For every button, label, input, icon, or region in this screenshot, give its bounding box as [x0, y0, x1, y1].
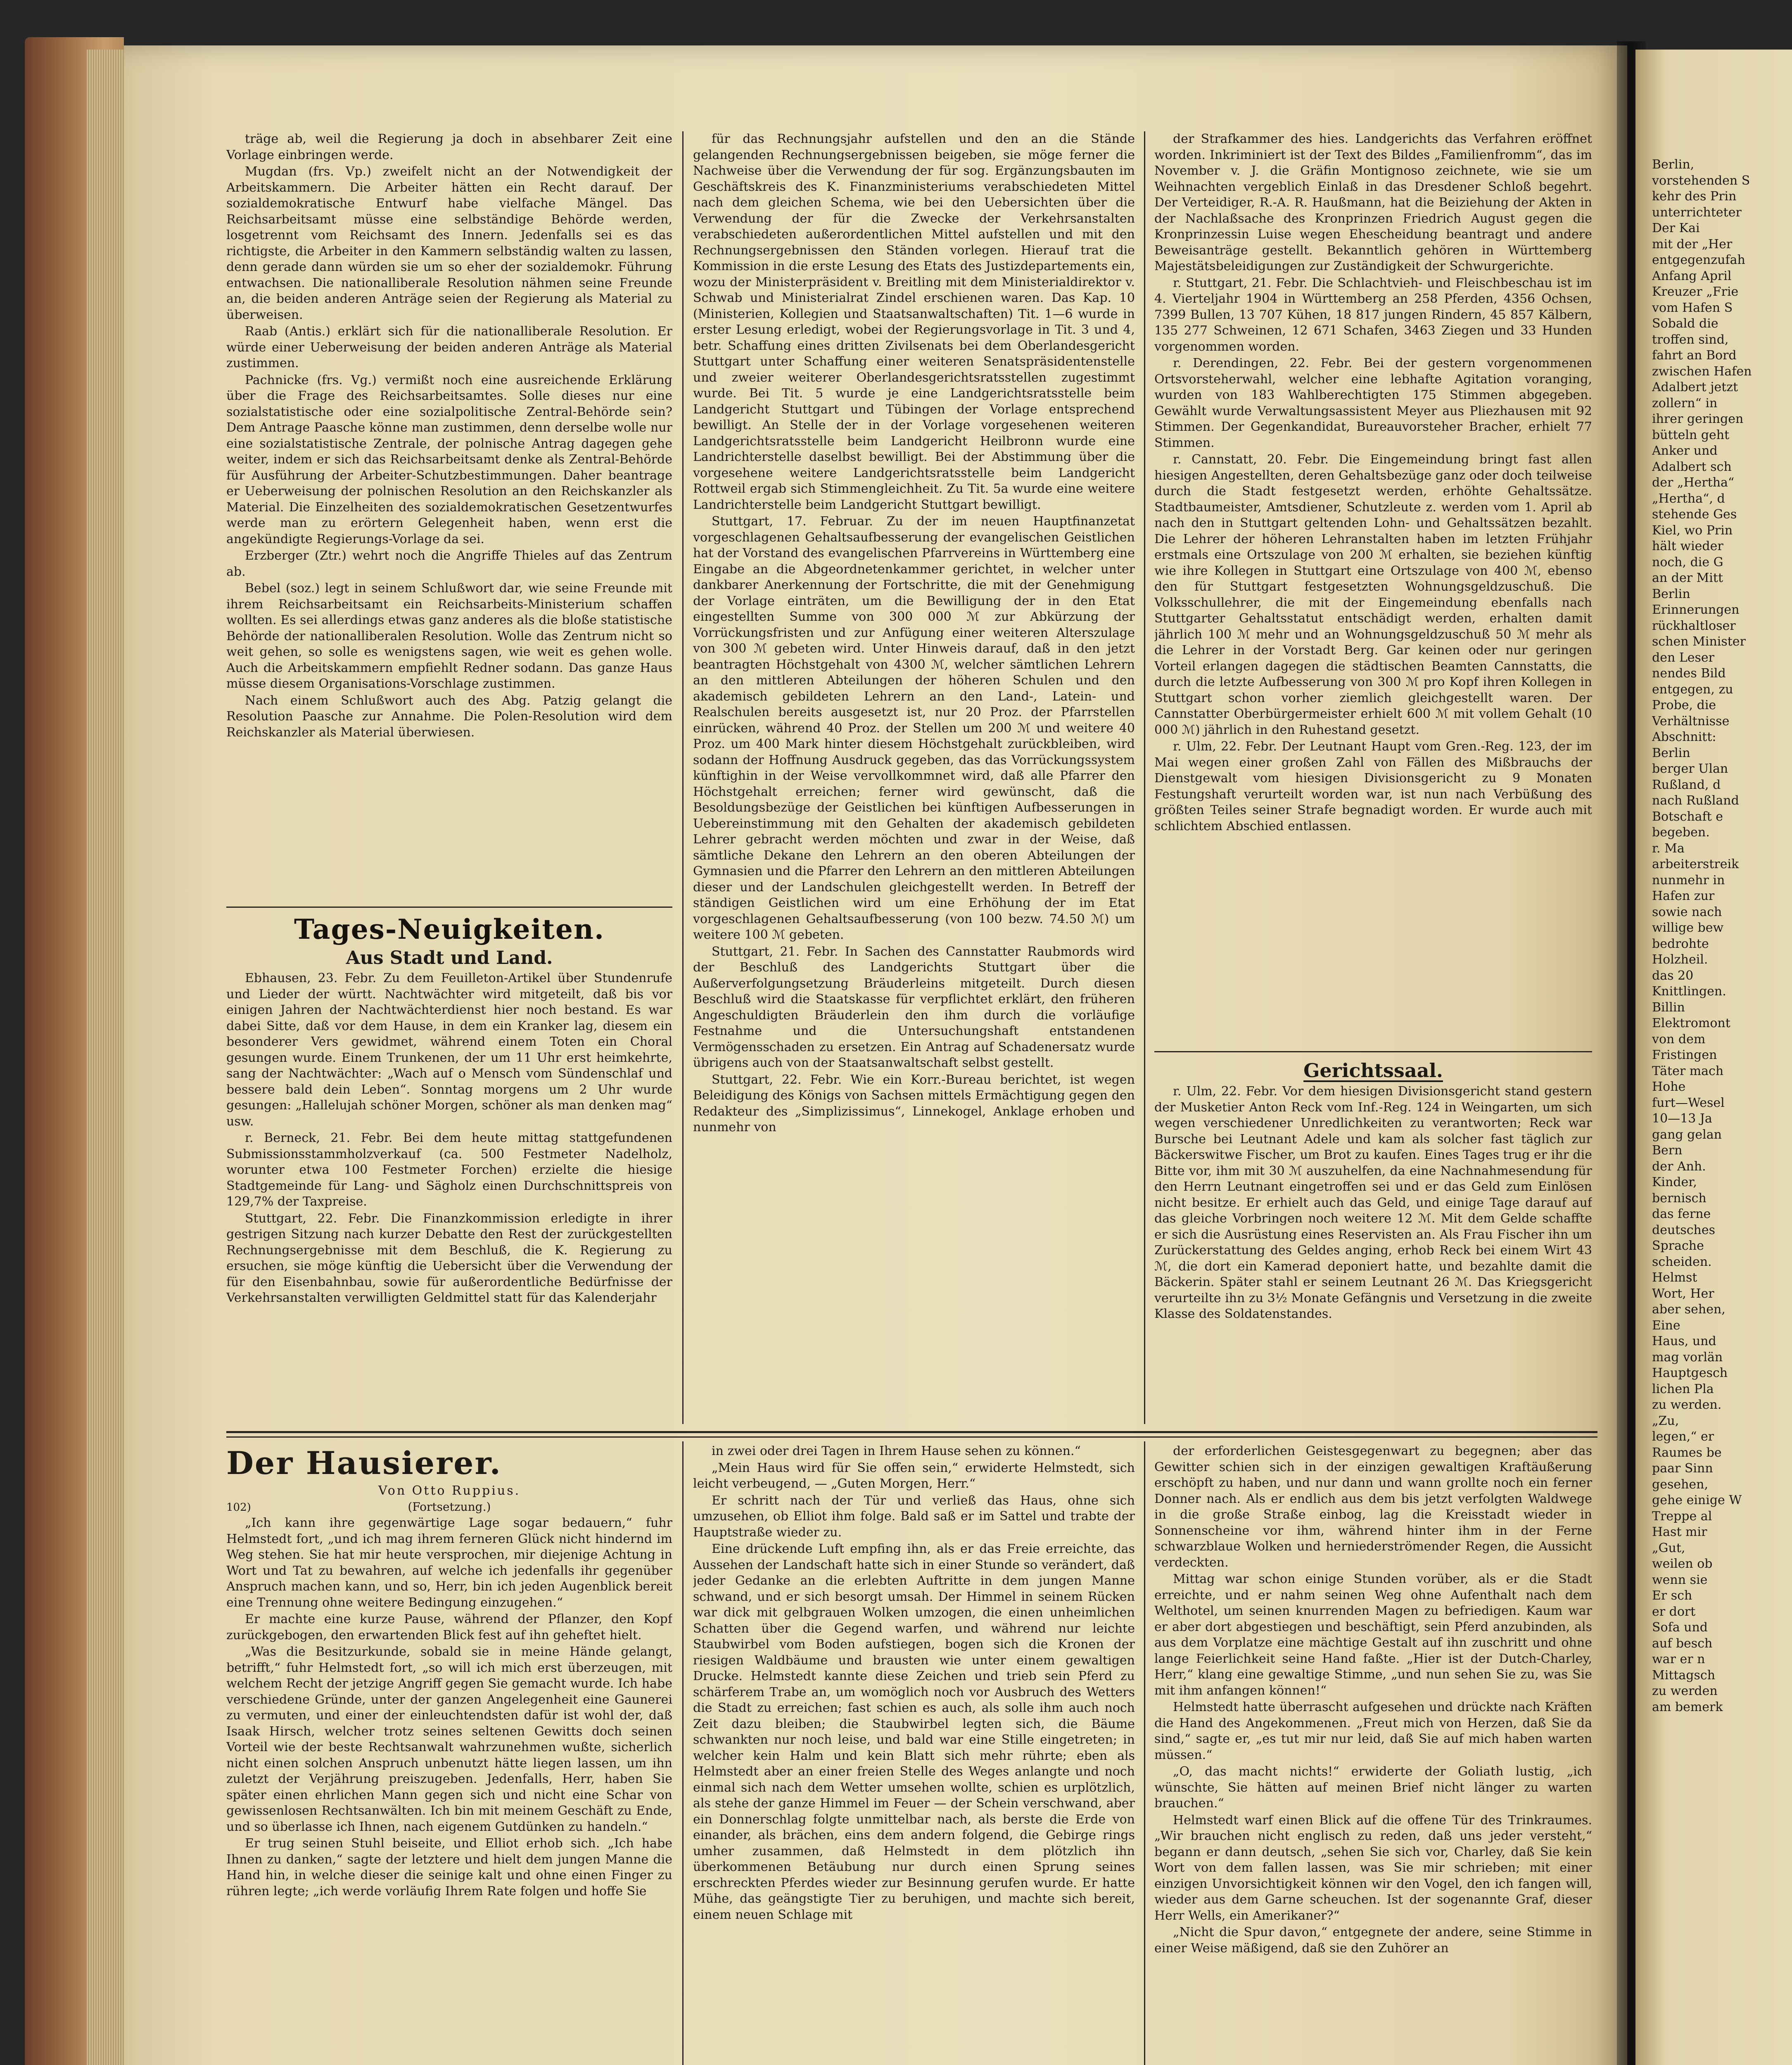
next-page-line: „Hertha“, d: [1652, 491, 1725, 506]
next-page-line: gesehen,: [1652, 1477, 1709, 1492]
next-page-line: Raumes be: [1652, 1445, 1722, 1460]
next-page-line: deutsches: [1652, 1222, 1716, 1237]
next-page-line: Knittlingen.: [1652, 984, 1726, 999]
feuilleton-rule: [226, 1436, 1597, 1438]
next-page-line: Kreuzer „Frie: [1652, 285, 1739, 299]
paragraph: Stuttgart, 21. Febr. In Sachen des Cannstatter Raubmords wird der Beschluß des Landgerichts Stuttgart über die Außerverfolgungsetzung Bräuderleins mitgeteilt. Durch diesen Beschluß wird die Staatskasse für verpflichtet erklärt, den früheren Angeschuldigten Bräuderlein den ihm durch die vorläufige Festnahme und die Untersuchungshaft entstandenen Vermögensschaden zu ersetzen. Ein Antrag auf Schadenersatz wurde übrigens auch von der Staatsanwaltschaft selbst gestellt.: [693, 944, 1135, 1070]
paragraph: Erzberger (Ztr.) wehrt noch die Angriffe Thieles auf das Zentrum ab.: [226, 548, 672, 579]
paragraph: Stuttgart, 22. Febr. Wie ein Korr.-Bureau berichtet, ist wegen Beleidigung des Königs von Sachsen mittels Ermächtigung gegen den Redakteur des „Simplizissimus“, Linnekogel, Anklage erhoben und nunmehr von: [693, 1072, 1135, 1135]
next-page-line: das ferne: [1652, 1207, 1711, 1221]
next-page-line: 10—13 Ja: [1652, 1111, 1712, 1126]
column-rule: [1144, 131, 1145, 1424]
paragraph: „Nicht die Spur davon,“ entgegnete der andere, seine Stimme in einer Weise mäßigend, daß sie den Zuhörer an: [1154, 1925, 1592, 1956]
next-page-line: Sobald die: [1652, 316, 1718, 331]
section-banner: Tages-Neuigkeiten.: [294, 913, 605, 945]
top-column-3: [1154, 131, 1592, 1048]
next-page-line: der „Hertha“: [1652, 475, 1735, 490]
next-page-line: Berlin: [1652, 586, 1690, 601]
next-page-line: entgegenzufah: [1652, 253, 1745, 267]
paragraph: „O, das macht nichts!“ erwiderte der Goliath lustig, „ich wünschte, Sie hätten auf meinen Brief nicht länger zu warten brauchen.“: [1154, 1764, 1592, 1811]
section-heading: Gerichtssaal.: [1303, 1059, 1443, 1082]
serial-column-1: [226, 1443, 672, 2065]
next-page-line: mit der „Her: [1652, 237, 1733, 252]
section-rule: [1154, 1051, 1592, 1052]
next-page-line: nunmehr in: [1652, 873, 1725, 888]
next-page-line: Holzheil.: [1652, 952, 1708, 967]
paragraph: Mugdan (frs. Vp.) zweifelt nicht an der Notwendigkeit der Arbeitskammern. Die Arbeiter hätten ein Recht darauf. Der sozialdemokratische Entwurf habe vielfache Mängel. Das Reichsarbeitsamt müsse eine selbständige Behörde werden, losgetrennt vom Reichsamt des Innern. Jedenfalls sei es das richtigste, die Arbeiter in den Kammern selbständig walten zu lassen, denn gerade dann würden sie um so eher der sozialdemokr. Führung entwachsen. Die nationalliberale Resolution nähmen seine Freunde an, die beiden anderen Anträge seien der Regierung als Material zu überweisen.: [226, 164, 672, 322]
next-page: [1635, 50, 1792, 2065]
next-page-line: scheiden.: [1652, 1254, 1712, 1269]
next-page-line: legen,“ er: [1652, 1429, 1714, 1444]
next-page-line: aber sehen,: [1652, 1302, 1726, 1317]
next-page-line: entgegen, zu: [1652, 682, 1733, 697]
next-page-line: begeben.: [1652, 825, 1710, 840]
next-page-line: Sprache: [1652, 1239, 1704, 1253]
next-page-line: am bemerk: [1652, 1699, 1723, 1714]
next-page-line: vorstehenden S: [1652, 173, 1750, 188]
top-column-3-court: [1154, 1057, 1592, 1425]
next-page-line: r. Ma: [1652, 841, 1685, 856]
next-page-line: zu werden: [1652, 1684, 1718, 1698]
next-page-line: stehende Ges: [1652, 507, 1737, 522]
next-page-line: Kinder,: [1652, 1175, 1697, 1189]
next-page-line: ihrer geringen: [1652, 412, 1744, 426]
next-page-line: furt—Wesel: [1652, 1095, 1725, 1110]
next-page-line: Wort, Her: [1652, 1286, 1714, 1301]
paragraph: Nach einem Schlußwort auch des Abg. Patzig gelangt die Resolution Paasche zur Annahme. Die Polen-Resolution wird dem Reichskanzler als Material überwiesen.: [226, 693, 672, 740]
paragraph: träge ab, weil die Regierung ja doch in absehbarer Zeit eine Vorlage einbringen werde.: [226, 132, 672, 162]
next-page-line: lichen Pla: [1652, 1381, 1714, 1396]
next-page-line: war er n: [1652, 1652, 1705, 1666]
next-page-line: Kiel, wo Prin: [1652, 523, 1733, 538]
next-page-line: arbeiterstreik: [1652, 857, 1739, 871]
next-page-line: Verhältnisse: [1652, 714, 1730, 729]
next-page-line: nach Rußland: [1652, 793, 1739, 808]
next-page-line: wenn sie: [1652, 1572, 1708, 1587]
next-page-line: bedrohte: [1652, 936, 1709, 951]
paragraph: „Ich kann ihre gegenwärtige Lage sogar bedauern,“ fuhr Helmstedt fort, „und ich mag ihrem ferneren Glück nicht hindernd im Weg stehen. Sie hat mir heute versprochen, mir diejenige Achtung in Wort und Tat zu bewahren, auf welche ich jedenfalls ihr gegenüber Anspruch machen kann, und so, Herr, bin ich jeden Augenblick bereit eine Trennung ohne weitere Bedingung einzugehen.“: [226, 1516, 672, 1610]
next-page-line: weilen ob: [1652, 1557, 1713, 1571]
next-page-line: willige bew: [1652, 921, 1724, 935]
next-page-line: Abschnitt:: [1652, 730, 1716, 744]
paragraph: in zwei oder drei Tagen in Ihrem Hause sehen zu können.“: [712, 1444, 1081, 1458]
next-page-line: er dort: [1652, 1604, 1696, 1619]
paragraph: Helmstedt warf einen Blick auf die offene Tür des Trinkraumes. „Wir brauchen nicht englisch zu reden, daß uns jeder versteht,“ begann er dann deutsch, „sehen Sie sich vor, Charley, daß Sie kein Wort von dem fallen lassen, was Sie mir schrieben; mit einer einzigen Unvorsichtigkeit können wir den Vogel, den ich fangen will, wieder aus dem Garne scheuchen. Ist der sogenannte Graf, dieser Herr Wells, ein Amerikaner?“: [1154, 1813, 1592, 1923]
column-rule: [682, 131, 684, 1424]
next-page-line: Treppe al: [1652, 1509, 1712, 1524]
next-page-line: gehe einige W: [1652, 1493, 1742, 1507]
next-page-line: paar Sinn: [1652, 1461, 1713, 1476]
next-page-line: Bern: [1652, 1143, 1683, 1158]
next-page-line: mag vorlän: [1652, 1350, 1723, 1365]
serial-continuation: (Fortsetzung.): [408, 1500, 491, 1514]
paragraph: Pachnicke (frs. Vg.) vermißt noch eine ausreichende Erklärung über die Frage des Reichsarbeitsamtes. Solle dieses nur eine sozialstatistische oder eine sozialpolitische Zentral-Behörde sein? Dem Antrage Paasche könne man zustimmen, denn derselbe wolle nur eine sozialstatistische Zentrale, der polnische Antrag dagegen gehe weiter, indem er sich das Reichsarbeitsamt denke als Zentral-Behörde für Ausführung der Arbeiter-Schutzbestimmungen. Daher beantrage er Ueberweisung der polnischen Resolution an den Reichskanzler als Material. Die Einzelheiten des sozialdemokratischen Gesetzentwurfes werde man zu erörtern Gelegenheit haben, wenn erst die angekündigte Regierungs-Vorlage da sei.: [226, 373, 672, 546]
next-page-line: kehr des Prin: [1652, 189, 1737, 204]
next-page-line: unterrichteter: [1652, 205, 1742, 220]
paragraph: r. Ulm, 22. Febr. Der Leutnant Haupt vom Gren.-Reg. 123, der im Mai wegen einer großen Zahl von Fällen des Mißbrauchs der Dienstgewalt vom hiesigen Divisionsgericht zu 9 Monaten Festungshaft verurteilt worden war, ist nun nach Verbüßung des größten Teiles seiner Strafe begnadigt worden. Er wurde auch mit schlichtem Abschied entlassen.: [1154, 739, 1592, 833]
next-page-line: bütteln geht: [1652, 427, 1730, 442]
paragraph: Ebhausen, 23. Febr. Zu dem Feuilleton-Artikel über Stundenrufe und Lieder der württ. Nachtwächter wird mitgeteilt, daß bis vor einigen Jahren der Nachtwächterdienst hier noch bestand. Es war dabei Sitte, daß vor dem Hause, in dem ein Kranker lag, diesem ein besonderer Vers gewidmet, während einem Toten ein Choral gesungen wurde. Einem Trunkenen, der um 11 Uhr erst heimkehrte, sang der Nachtwächter: „Wach auf o Mensch vom Sündenschlaf und bessere bald dein Leben“. Sonntag morgens um 2 Uhr wurde gesungen: „Hallelujah schöner Morgen, schöner als man denken mag“ usw.: [226, 971, 672, 1129]
paragraph: Raab (Antis.) erklärt sich für die nationalliberale Resolution. Er würde einer Ueberweisung der beiden anderen Anträge als Material zustimmen.: [226, 324, 672, 370]
next-page-line: zwischen Hafen: [1652, 364, 1752, 379]
next-page-line: hält wieder: [1652, 539, 1723, 553]
next-page-line: Fristingen: [1652, 1048, 1717, 1062]
column-rule: [1144, 1441, 1145, 2065]
paragraph: Stuttgart, 17. Februar. Zu der im neuen Hauptfinanzetat vorgeschlagenen Gehaltsaufbesserung der evangelischen Geistlichen hat der Vorstand des evangelischen Pfarrvereins in Württemberg eine Eingabe an die Abgeordnetenkammer gerichtet, in welcher unter dankbarer Anerkennung der Fortschritte, die mit der Genehmigung der Vorlage einträten, um die Bewilligung der in den Etat eingestellten Summe von 300 000 ℳ zur Abkürzung der Vorrückungsfristen und zur Anfügung einer weiteren Alterszulage von 300 ℳ gebeten wird. Unter Hinweis darauf, daß in den jetzt beantragten Höchstgehalt von 4300 ℳ, welcher sämtlichen Lehrern an den mittleren Abteilungen der höheren Schulen und den akademisch gebildeten Lehrern an den Land-, Latein- und Realschulen bereits ausgesetzt ist, nur 20 Proz. der Pfarrstellen einrücken, während 40 Proz. der Stellen um 200 ℳ und weitere 40 Proz. um 400 Mark hinter diesem Höchstgehalt zurückbleiben, wird sodann der Hoffnung Ausdruck gegeben, das das Vorrückungssystem künftighin in der Weise vervollkommnet wird, daß alle Pfarrer den Höchstgehalt erreichen; ferner wird gewünscht, daß die Besoldungsbezüge der Geistlichen bei künftigen Aufbesserungen in Uebereinstimmung mit den Gehalten der akademisch gebildeten Lehrer gebracht werden möchten und zwar in der Weise, daß sämtliche Dekane den Lehrern an den oberen Abteilungen der Gymnasien und die Pfarrer den Lehrern an den mittleren Abteilungen dieser und der Landschulen gleichgestellt werden. In Betreff der ständigen Geistlichen wird um eine Erhöhung der im Etat vorgeschlagenen Gehaltsaufbesserung (von 100 bezw. 74.50 ℳ) um weitere 100 ℳ gebeten.: [693, 514, 1135, 942]
next-page-line: Adalbert sch: [1652, 459, 1732, 474]
next-page-line: Helmst: [1652, 1270, 1697, 1285]
next-page-line: Billin: [1652, 1000, 1685, 1015]
paragraph: r. Derendingen, 22. Febr. Bei der gestern vorgenommenen Ortsvorsteherwahl, welcher eine lebhafte Agitation voranging, wurden von 183 Wahlberechtigten 175 Stimmen abgegeben. Gewählt wurde Verwaltungsassistent Meyer aus Pliezhausen mit 92 Stimmen. Der Gegenkandidat, Bureauvorsteher Bracher, erhielt 77 Stimmen.: [1154, 356, 1592, 450]
next-page-line: Er sch: [1652, 1588, 1692, 1603]
paragraph: r. Cannstatt, 20. Febr. Die Eingemeindung bringt fast allen hiesigen Angestellten, deren Gehaltsbezüge ganz oder doch teilweise durch die Stadt festgesetzt werden, erhöhte Gehaltssätze. Stadtbaumeister, Amtsdiener, Schutzleute z. werden vom 1. April ab nach den in Stuttgart geltenden Lohn- und Gehaltssätzen bezahlt. Die Lehrer der höheren Lehranstalten haben im letzten Frühjahr erstmals eine Ortszulage von 200 ℳ erhalten, sie beziehen künftig wie ihre Kollegen in Stuttgart eine Ortszulage von 400 ℳ, ebenso den für Stuttgart festgesetzten Wohnungsgeldzuschuß. Die Volksschullehrer, die mit der Eingemeindung ebenfalls nach Stuttgarter Gehaltsstatut entschädigt werden, erhalten damit jährlich 100 ℳ mehr und an Wohnungsgeldzuschuß 50 ℳ mehr als die Lehrer in der Vorstadt Berg. Gar keinen oder nur geringen Vorteil erlangen dagegen die städtischen Beamten Cannstatts, die durch die letzte Aufbesserung von 300 ℳ pro Kopf ihren Kollegen in Stuttgart schon vorher ziemlich gleichgestellt waren. Der Cannstatter Oberbürgermeister erhielt 600 ℳ mit vollem Gehalt (10 000 ℳ) jährlich in den Ruhestand gesetzt.: [1154, 452, 1592, 737]
paragraph: Er trug seinen Stuhl beiseite, und Elliot erhob sich. „Ich habe Ihnen zu danken,“ sagte der letztere und hielt dem jungen Manne die Hand hin, in welche dieser die seinige kalt und ohne einen Finger zu rühren legte; „ich werde vorläufig Ihrem Rate folgen und hoffe Sie: [226, 1836, 672, 1899]
paragraph: Stuttgart, 22. Febr. Die Finanzkommission erledigte in ihrer gestrigen Sitzung nach kurzer Debatte den Rest der zurückgestellten Rechnungsergebnisse mit dem Beschluß, die K. Regierung zu ersuchen, sie möge künftig die Uebersicht über die Verwendung der für den Eisenbahnbau, sowie für außerordentliche Bedürfnisse der Verkehrsanstalten verwilligten Geldmittel statt für das Kalenderjahr: [226, 1211, 672, 1305]
paragraph: der erforderlichen Geistesgegenwart zu begegnen; aber das Gewitter schien sich in der einzigen gewaltigen Kraftäußerung erschöpft zu haben, und nur dann und wann grollte noch ein ferner Donner nach. Als er endlich aus dem bis jetzt verfolgten Waldwege in die große Straße einbog, lag die Kreisstadt wieder in Sonnenscheine vor ihm, während hinter ihm in der Ferne schwarzblaue Wolken und herniederströmender Regen, die Aussicht verdeckten.: [1154, 1444, 1592, 1570]
next-page-line: Sofa und: [1652, 1620, 1708, 1635]
paragraph: r. Ulm, 22. Febr. Vor dem hiesigen Divisionsgericht stand gestern der Musketier Anton Reck vom Inf.-Reg. 124 in Weingarten, um sich wegen verschiedener Unredlichkeiten zu verantworten; Reck war Bursche bei Leutnant Adele und kam als solcher fast täglich zur Bäckerswitwe Fischer, um Brot zu kaufen. Eines Tages trug er ihr die Bitte vor, ihm mit 30 ℳ auszuhelfen, da eine Nachnahmesendung für den Herrn Leutnant eingetroffen sei und er das Geld zum Einlösen nicht besitze. Er erhielt auch das Geld, und einige Tage darauf auf das gleiche Vorbringen noch weitere 12 ℳ. Mit dem Gelde schaffte er sich die Ausrüstung eines Reservisten an. Als Frau Fischer ihn um Zurückerstattung des Geldes anging, erhob Reck bei einem Wirt 43 ℳ, die dort ein Kamerad deponiert hatte, und bezahlte damit die Bäckerin. Später stahl er seinem Leutnant 26 ℳ. Das Kriegsgericht verurteilte ihn zu 3½ Monate Gefängnis und Versetzung in die zweite Klasse des Soldatenstandes.: [1154, 1084, 1592, 1321]
next-page-line: Täter mach: [1652, 1063, 1724, 1078]
serial-column-3: [1154, 1443, 1592, 2065]
next-page-line: zu werden.: [1652, 1398, 1722, 1412]
next-page-line: „Gut,: [1652, 1540, 1685, 1555]
next-page-line: Probe, die: [1652, 698, 1716, 712]
paragraph: Mittag war schon einige Stunden vorüber, als er die Stadt erreichte, und er nahm seinen Weg ohne Aufenthalt nach dem Welthotel, um seinen knurrenden Magen zu befriedigen. Kaum war er aber dort abgestiegen und beschäftigt, sein Pferd anzubinden, als aus dem Vorplatze eine mächtige Gestalt auf ihn zuschritt und ohne lange Feierlichkeit seine Hand faßte. „Hier ist der Dutch-Charley, Herr,“ klang eine gewaltige Stimme, „und nun sehen Sie zu, was Sie mit ihm anfangen können!“: [1154, 1572, 1592, 1698]
next-page-line: Berlin: [1652, 745, 1690, 760]
next-page-line: bernisch: [1652, 1191, 1707, 1206]
paragraph: „Was die Besitzurkunde, sobald sie in meine Hände gelangt, betrifft,“ fuhr Helmstedt fort, „so will ich mich erst überzeugen, mit welchem Recht der jetzige Angriff gegen Sie gemacht wurde. Ich habe verschiedene Gründe, unter der ganzen Angelegenheit eine Gaunerei zu vermuten, und einer der einleuchtendsten dafür ist wohl der, daß Isaak Hirsch, welcher trotz seines seltenen Gewitts doch seinen Vorteil wie der beste Rechtsanwalt wahrzunehmen wußte, sicherlich nicht einen solchen Anspruch unbenutzt hätte liegen lassen, um ihn zuletzt der Verjährung preiszugeben. Jedenfalls, Herr, haben Sie später einen ehrlichen Mann gegen sich und nicht eine Schar von gewissenlosen Rechtsanwälten. Ich bin mit meinem Geschäft zu Ende, und so überlasse ich Ihnen, nach eigenem Gutdünken zu handeln.“: [226, 1645, 672, 1834]
next-page-line: Haus, und: [1652, 1334, 1716, 1348]
serial-byline: Von Otto Ruppius.: [378, 1483, 521, 1498]
next-page-line: auf besch: [1652, 1636, 1713, 1651]
paragraph: Er machte eine kurze Pause, während der Pflanzer, den Kopf zurückgebogen, den erwartenden Blick fest auf ihn geheftet hielt.: [226, 1612, 672, 1643]
next-page-line: sowie nach: [1652, 904, 1722, 919]
next-page-line: schen Minister: [1652, 634, 1746, 649]
paragraph: r. Berneck, 21. Febr. Bei dem heute mittag stattgefundenen Submissionsstammholzverkauf (ca. 500 Festmeter Nadelholz, worunter etwa 100 Festmeter Forchen) erzielte die hiesige Stadtgemeinde für Lang- und Sägholz einen Durchschnittspreis von 129,7% der Taxpreise.: [226, 1131, 672, 1209]
paragraph: Helmstedt hatte überrascht aufgesehen und drückte nach Kräften die Hand des Angekommenen. „Freut mich von Herzen, daß Sie da sind,“ sagte er, „es tut mir nur leid, daß Sie auf mich haben warten müssen.“: [1154, 1700, 1592, 1762]
next-page-line: Elektromont: [1652, 1016, 1730, 1030]
paragraph: Eine drückende Luft empfing ihn, als er das Freie erreichte, das Aussehen der Landschaft hatte sich in einer Stunde so verändert, daß jeder Gedanke an die erlebten Auftritte in dem jungen Manne schwand, und er sich besorgt umsah. Der Himmel in seinem Rücken war dick mit gelbgrauen Wolken umzogen, die einen unheimlichen Schatten über die Gegend warfen, und während nur leichte Staubwirbel vom Boden aufstiegen, bogen sich die Kronen der riesigen Waldbäume und brausten wie unter einem gewaltigen Drucke. Helmstedt kannte diese Zeichen und trieb sein Pferd zu schärferem Trabe an, um womöglich noch vor Ausbruch des Wetters die Stadt zu erreichen; fast schien es auch, als solle ihm auch noch Zeit dazu bleiben; die Staubwirbel legten sich, die Bäume schwankten nur noch leise, und bald war eine Stille eingetreten; in welcher kein Halm und kein Blatt sich mehr rührte; eben als Helmstedt aber an einer freien Stelle des Weges anlangte und noch einmal sich nach dem Wetter umsehen wollte, schien es urplötzlich, als stehe der ganze Himmel im Feuer — der Schein verschwand, aber ein Donnerschlag folgte unmittelbar nach, als berste die Erde von einander, als brächen, eins dem andern folgend, die Gebirge rings umher zusammen, daß Helmstedt in dem plötzlich ihn überkommenen Betäubung nur durch einen Sprung seines erschreckten Pferdes wieder zur Besinnung gerufen wurde. Er hatte Mühe, das geängstigte Tier zu beruhigen, und machte sich bereit, einem neuen Schlage mit: [693, 1542, 1135, 1922]
paragraph: „Mein Haus wird für Sie offen sein,“ erwiderte Helmstedt, sich leicht verbeugend, — „Guten Morgen, Herr.“: [693, 1460, 1135, 1491]
next-page-line: Hafen zur: [1652, 889, 1715, 903]
next-page-line: Der Kai: [1652, 221, 1700, 235]
top-column-1-news: [226, 913, 672, 1425]
next-page-line: „Zu,: [1652, 1413, 1679, 1428]
next-page-line: zollern“ in: [1652, 396, 1718, 411]
serial-column-2: [693, 1443, 1135, 2065]
next-page-line: Anker und: [1652, 444, 1718, 458]
next-page-line: Hauptgesch: [1652, 1366, 1728, 1380]
top-column-2: [693, 131, 1135, 1424]
next-page-line: berger Ulan: [1652, 762, 1728, 776]
serial-title: Der Hausierer.: [226, 1445, 502, 1481]
next-page-line: Rußland, d: [1652, 777, 1721, 792]
serial-number: 102): [226, 1501, 251, 1514]
paragraph: für das Rechnungsjahr aufstellen und den an die Stände gelangenden Rechnungsergebnissen beigeben, sie möge ferner die Nachweise über die Verwendung der für sog. Ergänzungsbauten im Geschäftskreis des K. Finanzministeriums verabschiedeten Mittel nach dem gleichen Schema, wie bei den Uebersichten über die Verwendung der für die Zwecke der Verkehrsanstalten verabschiedeten außerordentlichen Mittel aufstellen und mit den Rechnungsergebnissen den Ständen vorlegen. Hierauf trat die Kommission in die erste Lesung des Etats des Justizdepartements ein, wozu der Ministerpräsident v. Breitling mit dem Ministerialdirektor v. Schwab und Ministerialrat Zindel erschienen waren. Das Kap. 10 (Ministerien, Kollegien und Staatsanwaltschaften) Tit. 1—6 wurde in erster Lesung erledigt, wobei der Regierungsvorlage in Tit. 3 und 4, betr. Schaffung eines dritten Zivilsenats bei dem Oberlandesgericht Stuttgart unter Schaffung einer weiteren Senatspräsidentenstelle und zweier weiterer Oberlandesgerichtsratsstellen zugestimmt wurde. Bei Tit. 5 wurde je eine Landgerichtsratsstelle beim Landgericht Stuttgart und Tübingen der Vorlage entsprechend bewilligt. An Stelle der in der Vorlage vorgesehenen weiteren Landgerichtsratsstelle beim Landgericht Heilbronn wurde eine Landrichterstelle daselbst bewilligt. Bei der Abstimmung über die vorgesehene weitere Landgerichtsratsstelle beim Landgericht Rottweil ergab sich Stimmengleichheit. Zu Tit. 5a wurde eine weitere Landrichterstelle beim Landgericht Stuttgart bewilligt.: [693, 132, 1135, 512]
top-column-1: [226, 131, 672, 912]
next-page-line: Adalbert jetzt: [1652, 380, 1738, 394]
next-page-line: von dem: [1652, 1032, 1706, 1047]
column-rule: [682, 1441, 684, 2065]
feuilleton-rule: [226, 1431, 1597, 1433]
section-subhead: Aus Stadt und Land.: [346, 947, 553, 968]
next-page-column: [1652, 157, 1788, 2065]
next-page-line: noch, die G: [1652, 555, 1723, 570]
next-page-line: fahrt an Bord: [1652, 348, 1737, 363]
next-page-line: Mittagsch: [1652, 1668, 1716, 1683]
next-page-line: Erinnerungen: [1652, 603, 1740, 617]
paragraph: der Strafkammer des hies. Landgerichts das Verfahren eröffnet worden. Inkriminiert ist der Text des Bildes „Familienfromm“, das im November v. J. die Gräfin Montignoso zeichnete, wie sie um Weihnachten vergeblich Einlaß in das Dresdener Schloß begehrt. Der Verteidiger, R.-A. R. Haußmann, hat die Beiziehung der Akten in der Nachlaßsache des Kronprinzen Friedrich August gegen die Kronprinzessin Luise wegen Ehescheidung beantragt und andere Beweisanträge gestellt. Bekanntlich gehören in Württemberg Majestätsbeleidigungen zur Zuständigkeit der Schwurgerichte.: [1154, 132, 1592, 273]
next-page-line: rückhaltloser: [1652, 618, 1736, 633]
next-page-line: troffen sind,: [1652, 332, 1729, 347]
paragraph: Er schritt nach der Tür und verließ das Haus, ohne sich umzusehen, ob Elliot ihm folge. Bald saß er im Sattel und trabte der Hauptstraße wieder zu.: [693, 1493, 1135, 1540]
next-page-line: das 20: [1652, 968, 1694, 983]
next-page-line: Berlin,: [1652, 157, 1695, 172]
paragraph: r. Stuttgart, 21. Febr. Die Schlachtvieh- und Fleischbeschau ist im 4. Vierteljahr 1904 in Württemberg an 258 Pferden, 4356 Ochsen, 7399 Bullen, 13 707 Kühen, 18 817 jungen Rindern, 45 857 Kälbern, 135 277 Schweinen, 12 671 Schafen, 3463 Ziegen und 33 Hunden vorgenommen worden.: [1154, 275, 1592, 354]
next-page-line: Hohe: [1652, 1080, 1686, 1094]
next-page-line: Eine: [1652, 1318, 1680, 1333]
next-page-line: nendes Bild: [1652, 666, 1726, 681]
next-page-line: an der Mitt: [1652, 571, 1723, 585]
next-page-line: gang gelan: [1652, 1127, 1722, 1142]
next-page-line: Hast mir: [1652, 1525, 1707, 1539]
next-page-line: der Anh.: [1652, 1159, 1706, 1174]
next-page-line: Anfang April: [1652, 268, 1732, 283]
next-page-line: Botschaft e: [1652, 809, 1723, 824]
next-page-line: vom Hafen S: [1652, 300, 1733, 315]
paragraph: Bebel (soz.) legt in seinem Schlußwort dar, wie seine Freunde mit ihrem Reichsarbeitsamt ein Reichsarbeits-Ministerium schaffen wollten. Es sei allerdings etwas ganz anderes als die bloße statistische Behörde der nationalliberalen Resolution. Wolle das Zentrum nicht so weit gehen, so solle es wenigstens sagen, wie weit es gehen wolle. Auch die Arbeitskammern empfiehlt Redner sodann. Das ganze Haus müsse diesem Organisations-Vorschlage zustimmen.: [226, 581, 672, 691]
next-page-line: den Leser: [1652, 650, 1714, 665]
section-rule: [226, 907, 672, 908]
